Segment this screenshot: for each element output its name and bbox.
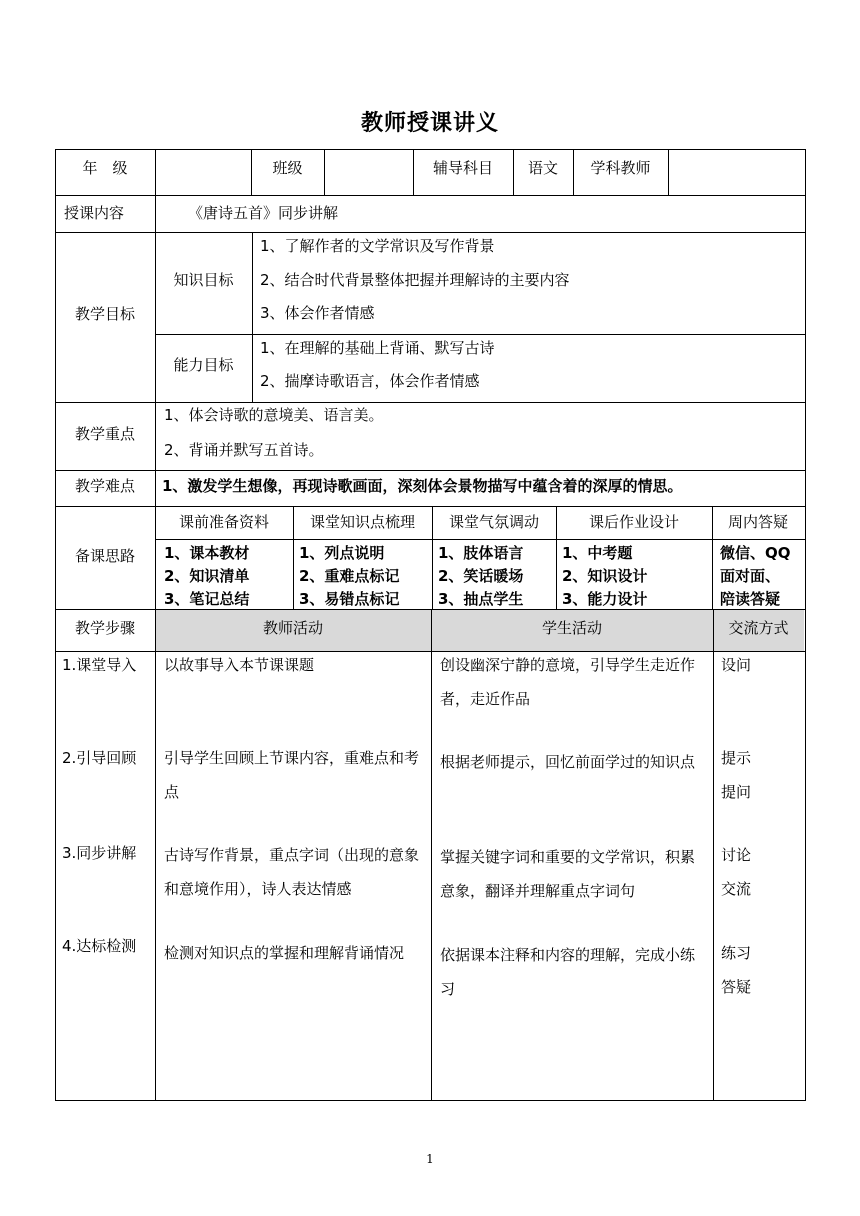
difficulty-label: 教学难点 xyxy=(74,477,135,495)
prep-column-header: 课前准备资料 xyxy=(178,513,269,531)
content-label: 授课内容 xyxy=(64,204,125,222)
ability-item: 1、在理解的基础上背诵、默写古诗 xyxy=(260,339,495,357)
subject-label: 辅导科目 xyxy=(432,159,493,177)
class-label: 班级 xyxy=(272,159,303,177)
prep-item: 面对面、 xyxy=(720,567,781,585)
exchange-mode: 设问 xyxy=(721,656,752,674)
exchange-mode: 讨论 交流 xyxy=(721,846,752,898)
column-divider xyxy=(431,609,432,1100)
teacher-activity: 以故事导入本节课课题 xyxy=(164,656,315,674)
difficulty-text: 1、激发学生想像，再现诗歌画面，深刻体会景物描写中蕴含着的深厚的情思。 xyxy=(162,477,683,495)
teacher-activity: 检测对知识点的掌握和理解背诵情况 xyxy=(164,944,405,962)
row-divider xyxy=(155,539,805,540)
goals-label: 教学目标 xyxy=(74,305,135,323)
document-title: 教师授课讲义 xyxy=(360,111,499,136)
student-activity: 掌握关键字词和重要的文学常识，积累意象，翻译并理解重点字词句 xyxy=(440,848,696,900)
prep-label: 备课思路 xyxy=(74,547,135,565)
prep-item: 陪读答疑 xyxy=(720,590,781,608)
step-name: 1.课堂导入 xyxy=(62,656,137,674)
prep-item: 2、笑话暖场 xyxy=(438,567,524,585)
column-divider xyxy=(252,232,253,402)
row-divider xyxy=(55,470,805,471)
exchange-mode: 提示 提问 xyxy=(721,749,752,801)
knowledge-item: 1、了解作者的文学常识及写作背景 xyxy=(260,237,495,255)
steps-header: 学生活动 xyxy=(541,619,602,637)
grade-label: 年 级 xyxy=(82,159,128,177)
student-activity: 创设幽深宁静的意境，引导学生走近作者，走近作品 xyxy=(440,656,696,708)
step-name: 4.达标检测 xyxy=(62,937,137,955)
subject-value: 语文 xyxy=(527,159,558,177)
knowledge-item: 2、结合时代背景整体把握并理解诗的主要内容 xyxy=(260,271,570,289)
ability-goal-label: 能力目标 xyxy=(173,356,234,374)
row-divider xyxy=(55,506,805,507)
student-activity: 依据课本注释和内容的理解，完成小练习 xyxy=(440,946,696,998)
teacher-activity: 古诗写作背景，重点字词（出现的意象和意境作用），诗人表达情感 xyxy=(164,846,420,898)
focus-item: 2、背诵并默写五首诗。 xyxy=(164,441,324,459)
ability-item: 2、揣摩诗歌语言，体会作者情感 xyxy=(260,372,480,390)
step-name: 2.引导回顾 xyxy=(62,749,137,767)
step-name: 3.同步讲解 xyxy=(62,844,137,862)
prep-column-header: 课堂知识点梳理 xyxy=(309,513,415,531)
exchange-mode: 练习 答疑 xyxy=(721,944,752,996)
prep-item: 2、知识设计 xyxy=(562,567,648,585)
teacher-activity: 引导学生回顾上节课内容，重难点和考点 xyxy=(164,749,420,801)
steps-header: 教学步骤 xyxy=(74,619,135,637)
knowledge-goal-label: 知识目标 xyxy=(173,271,234,289)
row-divider xyxy=(55,402,805,403)
knowledge-item: 3、体会作者情感 xyxy=(260,304,375,322)
prep-item: 3、抽点学生 xyxy=(438,590,524,608)
prep-column-header: 课堂气氛调动 xyxy=(448,513,539,531)
prep-item: 3、笔记总结 xyxy=(164,590,250,608)
column-divider xyxy=(668,149,669,195)
content-value: 《唐诗五首》同步讲解 xyxy=(188,204,339,222)
prep-item: 1、课本教材 xyxy=(164,544,250,562)
row-divider xyxy=(55,232,805,233)
prep-column-header: 课后作业设计 xyxy=(588,513,679,531)
prep-item: 2、重难点标记 xyxy=(299,567,400,585)
row-divider xyxy=(55,609,805,610)
focus-label: 教学重点 xyxy=(74,425,135,443)
column-divider xyxy=(324,149,325,195)
prep-item: 2、知识清单 xyxy=(164,567,250,585)
prep-item: 微信、QQ xyxy=(720,544,791,562)
prep-item: 3、易错点标记 xyxy=(299,590,400,608)
prep-item: 1、列点说明 xyxy=(299,544,385,562)
page-number: 1 xyxy=(426,1152,434,1166)
steps-header: 教师活动 xyxy=(262,619,323,637)
student-activity: 根据老师提示，回忆前面学过的知识点 xyxy=(440,753,696,771)
teacher-label: 学科教师 xyxy=(590,159,651,177)
focus-item: 1、体会诗歌的意境美、语言美。 xyxy=(164,406,384,424)
prep-item: 1、中考题 xyxy=(562,544,633,562)
prep-item: 3、能力设计 xyxy=(562,590,648,608)
row-divider xyxy=(55,195,805,196)
steps-header: 交流方式 xyxy=(728,619,789,637)
prep-item: 1、肢体语言 xyxy=(438,544,524,562)
column-divider xyxy=(713,609,714,1100)
prep-column-header: 周内答疑 xyxy=(727,513,788,531)
